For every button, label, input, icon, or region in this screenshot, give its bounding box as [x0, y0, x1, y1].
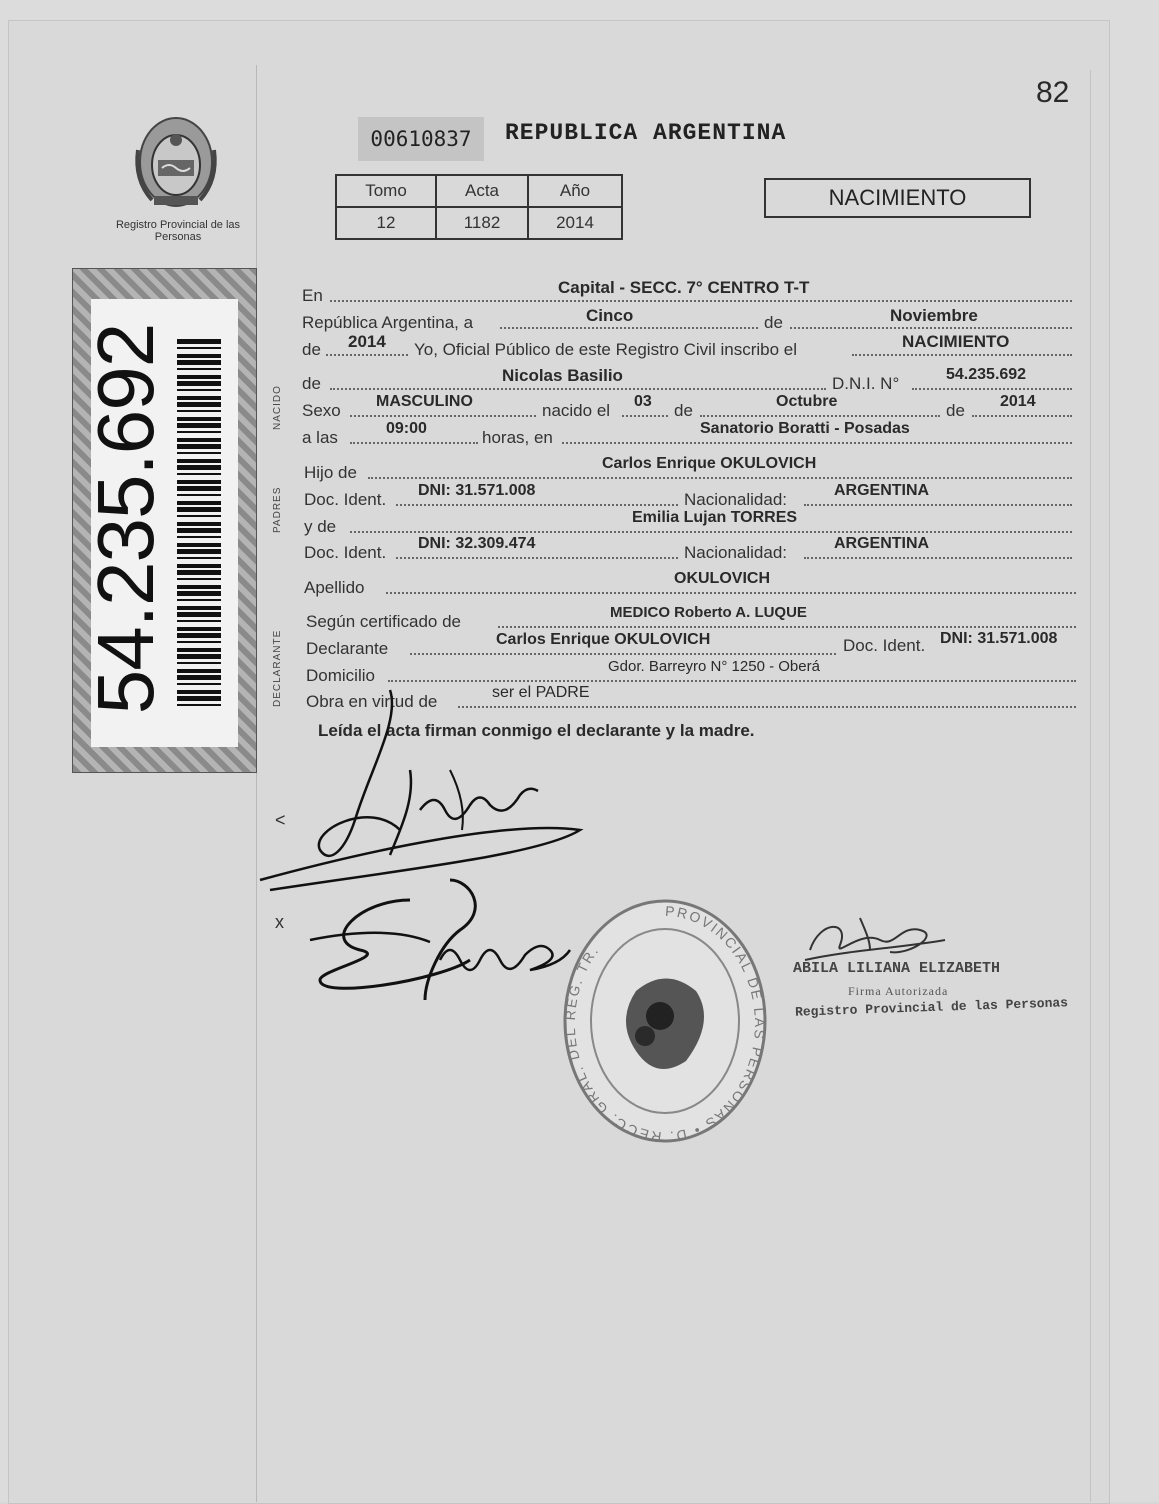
right-margin-line — [1090, 70, 1091, 1502]
label-apellido: Apellido — [304, 578, 365, 597]
dotted-line — [330, 298, 1072, 302]
page-number: 82 — [1036, 76, 1070, 109]
tomo-header: Tomo — [336, 175, 436, 207]
signature-mark: x — [275, 912, 284, 932]
dotted-line — [350, 529, 1072, 533]
dotted-line — [498, 624, 1076, 628]
dotted-line — [562, 440, 1072, 444]
label-nacionalidad-padre: Nacionalidad: — [684, 490, 788, 509]
label-doc-ident-padre: Doc. Ident. — [304, 490, 387, 509]
value-sexo: MASCULINO — [376, 393, 473, 410]
dotted-line — [350, 440, 478, 444]
register-value-row — [336, 207, 622, 239]
registry-label: Registro Provincial de las Personas — [115, 219, 241, 243]
value-lugar: Capital - SECC. 7° CENTRO T-T — [558, 278, 810, 297]
label-de-anio: de — [302, 340, 321, 359]
label-de-mes: de — [764, 313, 783, 332]
value-dia-nac: 03 — [634, 393, 652, 410]
acta-value: 1182 — [436, 207, 528, 239]
dotted-line — [350, 413, 536, 417]
value-apellido: OKULOVICH — [674, 570, 770, 587]
officer-organization: Registro Provincial de las Personas — [794, 995, 1069, 1020]
acta-header: Acta — [436, 175, 528, 207]
label-nacionalidad-madre: Nacionalidad: — [684, 543, 788, 562]
label-dni: D.N.I. N° — [832, 374, 900, 393]
value-domicilio: Gdor. Barreyro N° 1250 - Oberá — [608, 658, 820, 675]
value-madre-nac: ARGENTINA — [834, 535, 930, 552]
value-padre-nac: ARGENTINA — [834, 482, 930, 499]
value-madre: Emilia Lujan TORRES — [632, 509, 798, 526]
dotted-line — [852, 352, 1072, 356]
barcode-number: 54.235.692 — [81, 323, 170, 715]
dotted-line — [396, 502, 678, 506]
dotted-line — [368, 475, 1072, 479]
value-nombre: Nicolas Basilio — [502, 366, 623, 385]
label-segun: Según certificado de — [306, 612, 461, 631]
signature-mark: < — [275, 810, 286, 830]
value-virtud: ser el PADRE — [492, 684, 590, 701]
seal-text: PROVINCIAL DE LAS PERSONAS • D. RECC. GRAL. DEL REG. TR. — [561, 902, 768, 1146]
label-republica: República Argentina, a — [302, 313, 474, 332]
dotted-line — [410, 651, 836, 655]
value-mes: Noviembre — [890, 306, 978, 325]
label-obra: Obra en virtud de — [306, 692, 438, 711]
dotted-line — [804, 555, 1072, 559]
label-a-las: a las — [302, 428, 338, 447]
mother-signature — [300, 870, 580, 1010]
dotted-line — [912, 386, 1072, 390]
label-de-nombre: de — [302, 374, 321, 393]
country-title: REPUBLICA ARGENTINA — [505, 120, 787, 146]
tomo-value: 12 — [336, 207, 436, 239]
value-padre: Carlos Enrique OKULOVICH — [602, 455, 817, 472]
label-sexo: Sexo — [302, 401, 341, 420]
label-yo: Yo, Oficial Público de este Registro Civil inscribo el — [414, 340, 797, 359]
value-anio: 2014 — [348, 332, 386, 351]
value-certificado: MEDICO Roberto A. LUQUE — [610, 604, 807, 621]
label-y-de: y de — [304, 517, 337, 536]
label-declarante: Declarante — [306, 639, 389, 658]
value-tipo: NACIMIENTO — [902, 332, 1010, 351]
value-declarante-dni: DNI: 31.571.008 — [940, 630, 1058, 647]
value-dia: Cinco — [586, 306, 634, 325]
barcode-inner — [81, 299, 238, 747]
label-domicilio: Domicilio — [306, 666, 375, 685]
record-type-box: NACIMIENTO — [764, 178, 1031, 218]
barcode — [177, 339, 221, 707]
official-seal — [560, 896, 770, 1146]
barcode-panel — [72, 268, 257, 773]
label-de-dia: de — [674, 401, 693, 420]
side-label-nacido: NACIDO — [272, 385, 283, 430]
label-en: En — [302, 286, 323, 305]
dotted-line — [396, 555, 678, 559]
dotted-line — [622, 413, 668, 417]
label-horas-en: horas, en — [482, 428, 553, 447]
dotted-line — [330, 386, 826, 390]
register-table — [335, 174, 623, 240]
side-label-declarante: DECLARANTE — [272, 629, 283, 707]
value-madre-dni: DNI: 32.309.474 — [418, 535, 536, 552]
register-header-row — [336, 175, 622, 207]
dotted-line — [700, 413, 940, 417]
label-doc-ident-madre: Doc. Ident. — [304, 543, 387, 562]
serial-number: 00610837 — [358, 117, 484, 161]
value-mes-nac: Octubre — [776, 393, 838, 410]
value-dni: 54.235.692 — [946, 366, 1027, 383]
side-label-padres: PADRES — [272, 486, 283, 533]
anio-header: Año — [528, 175, 622, 207]
value-declarante: Carlos Enrique OKULOVICH — [496, 631, 711, 648]
officer-name: ABILA LILIANA ELIZABETH — [793, 960, 1001, 977]
value-anio-nac: 2014 — [1000, 393, 1036, 410]
label-de-anio-nac: de — [946, 401, 965, 420]
anio-value: 2014 — [528, 207, 622, 239]
dotted-line — [326, 352, 408, 356]
closing-statement: Leída el acta firman conmigo el declarante y la madre. — [318, 721, 755, 740]
label-hijo-de: Hijo de — [304, 463, 357, 482]
label-doc-ident-declarante: Doc. Ident. — [843, 636, 926, 655]
dotted-line — [972, 413, 1072, 417]
value-hora: 09:00 — [386, 420, 427, 437]
dotted-line — [386, 590, 1076, 594]
label-nacido-el: nacido el — [542, 401, 611, 420]
value-padre-dni: DNI: 31.571.008 — [418, 482, 536, 499]
officer-role: Firma Autorizada — [848, 984, 949, 998]
value-lugar-nac: Sanatorio Boratti - Posadas — [700, 420, 910, 437]
dotted-line — [804, 502, 1072, 506]
provincial-crest-icon — [128, 110, 224, 214]
